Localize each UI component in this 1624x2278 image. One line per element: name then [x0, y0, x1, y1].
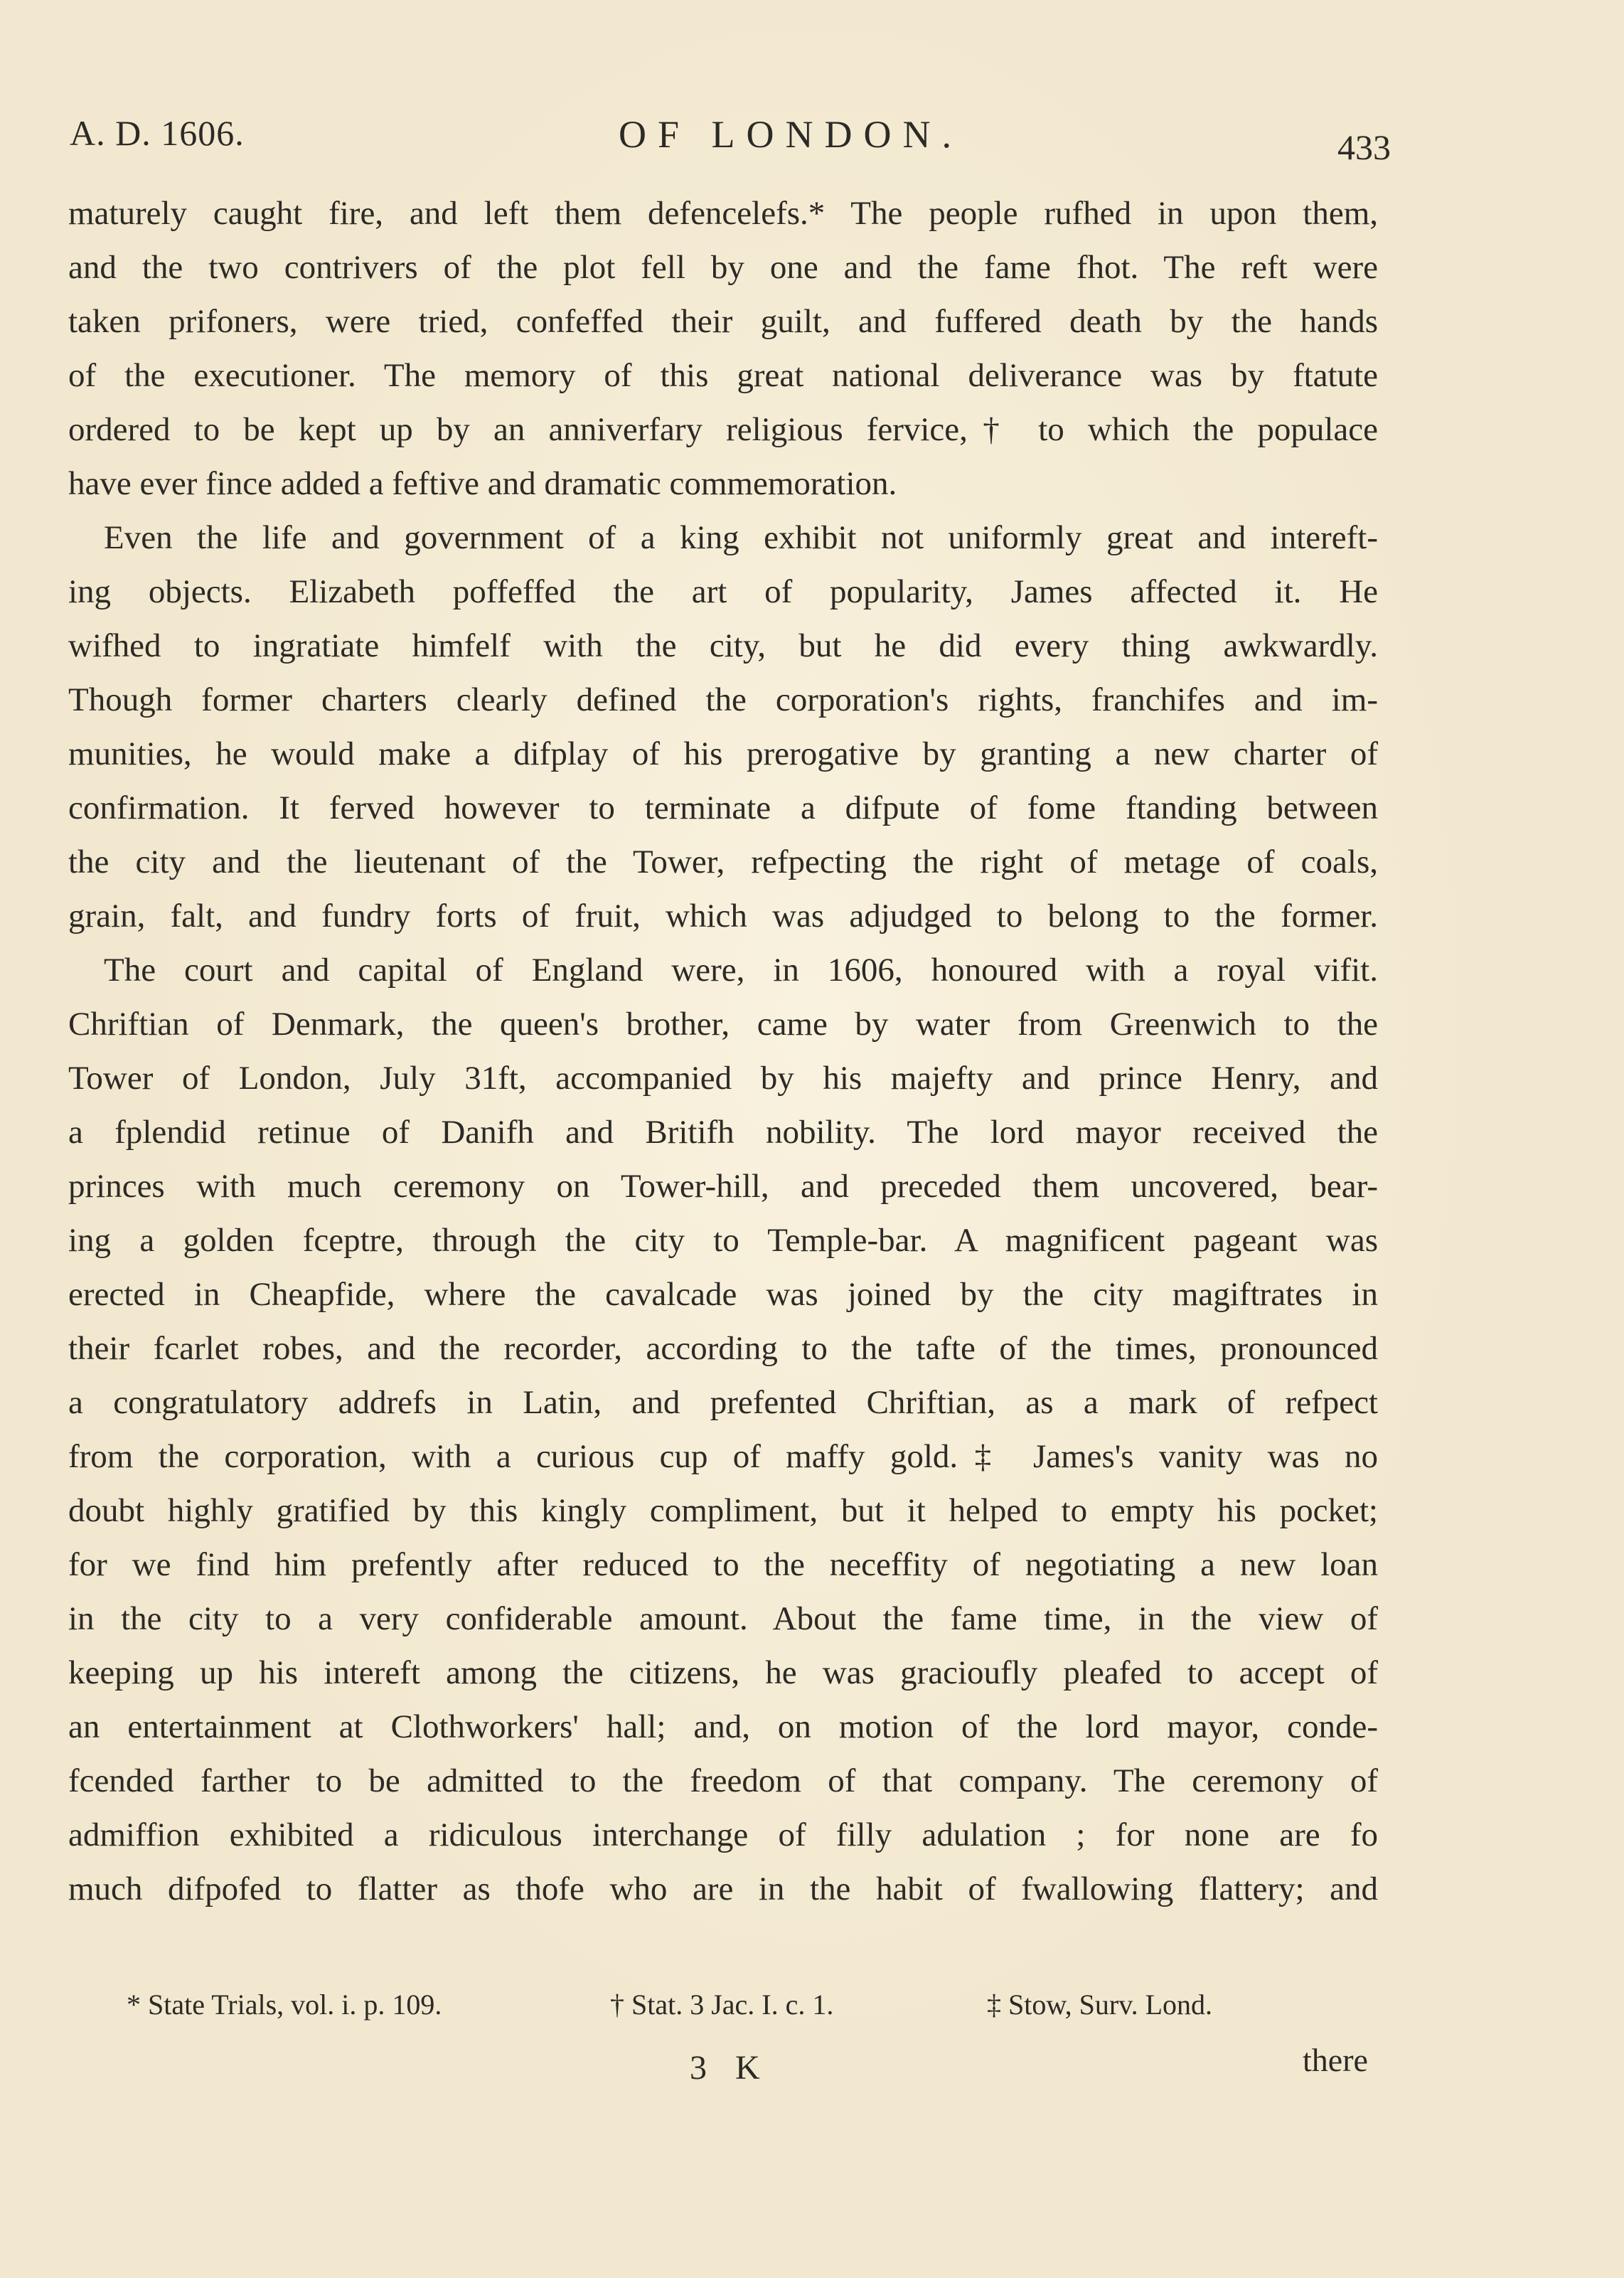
text-line: princes with much ceremony on Tower-hill, and preceded them uncovered, bear- [68, 1168, 1378, 1205]
text-line: the city and the lieutenant of the Tower, refpecting the right of metage of coals, [68, 843, 1378, 880]
text-line: erected in Cheapfide, where the cavalcade was joined by the city magiftrates in [68, 1276, 1378, 1313]
text-line: Even the life and government of a king exhibit not uniformly great and intereft- [104, 519, 1378, 556]
text-line: grain, falt, and fundry forts of fruit, which was adjudged to belong to the former. [68, 898, 1378, 935]
text-line: an entertainment at Clothworkers' hall; and, on motion of the lord mayor, conde- [68, 1708, 1378, 1745]
text-line: maturely caught fire, and left them defencelefs.* The people rufhed in upon them, [68, 195, 1378, 232]
page-number: 433 [1337, 127, 1391, 167]
text-line: have ever fince added a feftive and dramatic commemoration. [68, 465, 897, 502]
text-line: The court and capital of England were, in 1606, honoured with a royal vifit. [104, 952, 1378, 989]
text-line: munities, he would make a difplay of his prerogative by granting a new charter of [68, 735, 1378, 772]
text-line: Though former charters clearly defined the corporation's rights, franchifes and im- [68, 681, 1378, 718]
text-line: Tower of London, July 31ft, accompanied by his majefty and prince Henry, and [68, 1060, 1378, 1097]
footnotes [127, 1988, 1278, 2030]
text-line: for we find him prefently after reduced to the neceffity of negotiating a new loan [68, 1546, 1378, 1583]
footnote: * State Trials, vol. i. p. 109. [127, 1989, 442, 2021]
text-line: in the city to a very confiderable amount. About the fame time, in the view of [68, 1600, 1378, 1637]
text-line: a congratulatory addrefs in Latin, and prefented Chriftian, as a mark of refpect [68, 1384, 1378, 1421]
text-line: confirmation. It ferved however to terminate a difpute of fome ftanding between [68, 789, 1378, 826]
signature-mark: 3 K [690, 2049, 770, 2087]
text-line: their fcarlet robes, and the recorder, according to the tafte of the times, pronounced [68, 1330, 1378, 1367]
text-line: ing a golden fceptre, through the city to Temple-bar. A magnificent pageant was [68, 1222, 1378, 1259]
catchword: there [1303, 2042, 1368, 2078]
footnote: ‡ Stow, Surv. Lond. [987, 1989, 1213, 2021]
running-head [70, 107, 1391, 167]
text-line: doubt highly gratified by this kingly compliment, but it helped to empty his pocket; [68, 1492, 1378, 1529]
text-line: admiffion exhibited a ridiculous interchange of filly adulation ; for none are fo [68, 1816, 1378, 1853]
text-line: taken prifoners, were tried, confeffed their guilt, and fuffered death by the hands [68, 303, 1378, 340]
header-title: OF LONDON. [619, 113, 963, 156]
body-text [68, 186, 1378, 1916]
text-line: from the corporation, with a curious cup of maffy gold.‡ James's vanity was no [68, 1438, 1378, 1475]
text-line: ordered to be kept up by an anniverfary religious fervice,† to which the populace [68, 411, 1378, 448]
text-line: of the executioner. The memory of this great national deliverance was by ftatute [68, 357, 1378, 394]
text-line: and the two contrivers of the plot fell by one and the fame fhot. The reft were [68, 249, 1378, 286]
text-line: a fplendid retinue of Danifh and Britifh nobility. The lord mayor received the [68, 1114, 1378, 1151]
text-line: ing objects. Elizabeth poffeffed the art of popularity, James affected it. He [68, 573, 1378, 610]
text-line: Chriftian of Denmark, the queen's brother, came by water from Greenwich to the [68, 1006, 1378, 1043]
text-line: much difpofed to flatter as thofe who are in the habit of fwallowing flattery; and [68, 1870, 1378, 1907]
footnote: † Stat. 3 Jac. I. c. 1. [610, 1989, 834, 2021]
text-line: keeping up his intereft among the citizens, he was gracioufly pleafed to accept of [68, 1654, 1378, 1691]
text-line: wifhed to ingratiate himfelf with the city, but he did every thing awkwardly. [68, 627, 1378, 664]
header-date: A. D. 1606. [70, 113, 245, 153]
text-line: fcended farther to be admitted to the freedom of that company. The ceremony of [68, 1762, 1378, 1799]
